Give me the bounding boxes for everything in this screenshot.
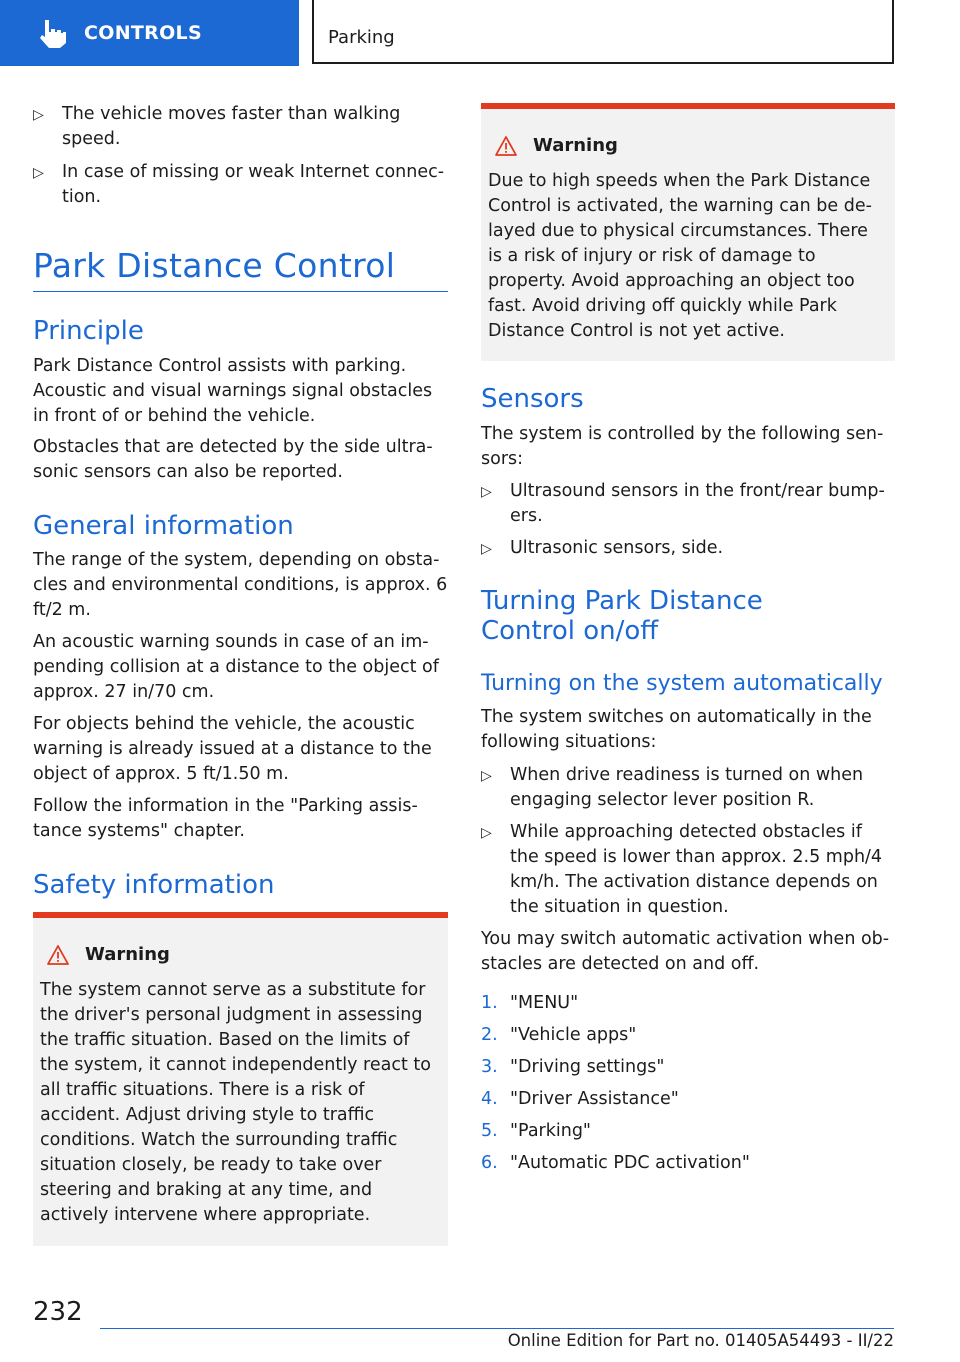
general-heading: General information [33,511,294,541]
sensors-heading: Sensors [481,384,584,414]
turning-intro: The system switches on automatically in the following situations: [481,707,872,752]
warning-label: Warning [533,135,618,156]
warning-text: The system cannot serve as a substitute for the driver's personal judgment in assessing the traffic situation. Based on the limits of the system, it cannot independently react to all traffic situations. There is a risk of accident. Adjust driving style to traffic conditions. Watch the surrounding traffic situation closely, be ready to take over steering and braking at any time, and actively intervene where appropriate. [40,980,431,1225]
safety-heading: Safety information [33,870,275,900]
step-item: 6. "Automatic PDC activation" [481,1153,750,1173]
warning-header [495,135,618,156]
general-paragraph-2: An acoustic warning sounds in case of an im-pending collision at a distance to the object of approx. 27 in/70 cm. [33,632,439,702]
warning-box [33,912,448,1246]
warning-header [47,944,170,965]
page-title: Park Distance Control [33,246,396,285]
triangle-bullet-icon: ▷ [481,484,492,500]
chapter-header [312,0,894,64]
turning-subheading: Turning on the system automatically [481,671,883,696]
triangle-bullet-icon: ▷ [481,541,492,557]
edition-footer: Online Edition for Part no. 01405A54493 - II/22 [507,1331,894,1350]
step-item: 2. "Vehicle apps" [481,1025,637,1045]
list-item: ▷ While approaching detected obstacles if the speed is lower than approx. 2.5 mph/4 km/h. The activation distance depends on the situation in question. [481,822,883,917]
triangle-bullet-icon: ▷ [33,107,44,123]
general-paragraph-3: For objects behind the vehicle, the acoustic warning is already issued at a distance to the object of approx. 5 ft/1.50 m. [33,714,432,784]
list-item: ▷ When drive readiness is turned on when engaging selector lever position R. [481,765,864,810]
section-title: CONTROLS [84,22,202,44]
triangle-bullet-icon: ▷ [481,768,492,784]
step-item: 5. "Parking" [481,1121,591,1141]
page-number: 232 [33,1297,83,1327]
footer-rule [100,1328,894,1329]
warning-triangle-icon [495,136,517,156]
principle-paragraph: Park Distance Control assists with parking. Acoustic and visual warnings signal obstacles in front of or behind the vehicle. [33,356,433,426]
step-item: 1. "MENU" [481,993,579,1013]
sensors-intro: The system is controlled by the following sen-sors: [481,424,884,469]
title-rule [33,291,448,292]
warning-triangle-icon [47,945,69,965]
section-tab [0,0,299,66]
principle-heading: Principle [33,316,144,346]
chapter-title: Parking [328,27,395,48]
list-item: ▷ Ultrasonic sensors, side. [481,536,895,561]
turning-note: You may switch automatic activation when ob-stacles are detected on and off. [481,929,890,974]
warning-text: Due to high speeds when the Park Distance Control is activated, the warning can be de-layed due to physical circumstances. There is a risk of injury or risk of damage to property. Avoid approaching an object too fast. Avoid driving off quickly while Park Distance Control is not yet active. [488,171,872,341]
list-item: ▷ The vehicle moves faster than walking speed. [33,104,401,149]
hand-pointer-icon [36,16,70,50]
step-item: 4. "Driver Assistance" [481,1089,679,1109]
general-paragraph: The range of the system, depending on obsta-cles and environmental conditions, is approx. 6 ft/2 m. [33,550,448,620]
list-item: ▷ In case of missing or weak Internet connec-tion. [33,162,445,207]
principle-paragraph-2: Obstacles that are detected by the side ultra-sonic sensors can also be reported. [33,437,433,482]
list-item: ▷ Ultrasound sensors in the front/rear bump-ers. [481,481,885,526]
triangle-bullet-icon: ▷ [481,825,492,841]
warning-box [481,103,895,361]
triangle-bullet-icon: ▷ [33,165,44,181]
general-paragraph-4: Follow the information in the "Parking assis-tance systems" chapter. [33,796,418,841]
step-item: 3. "Driving settings" [481,1057,665,1077]
turning-heading: Turning Park Distance Control on/off [481,586,763,646]
warning-label: Warning [85,944,170,965]
